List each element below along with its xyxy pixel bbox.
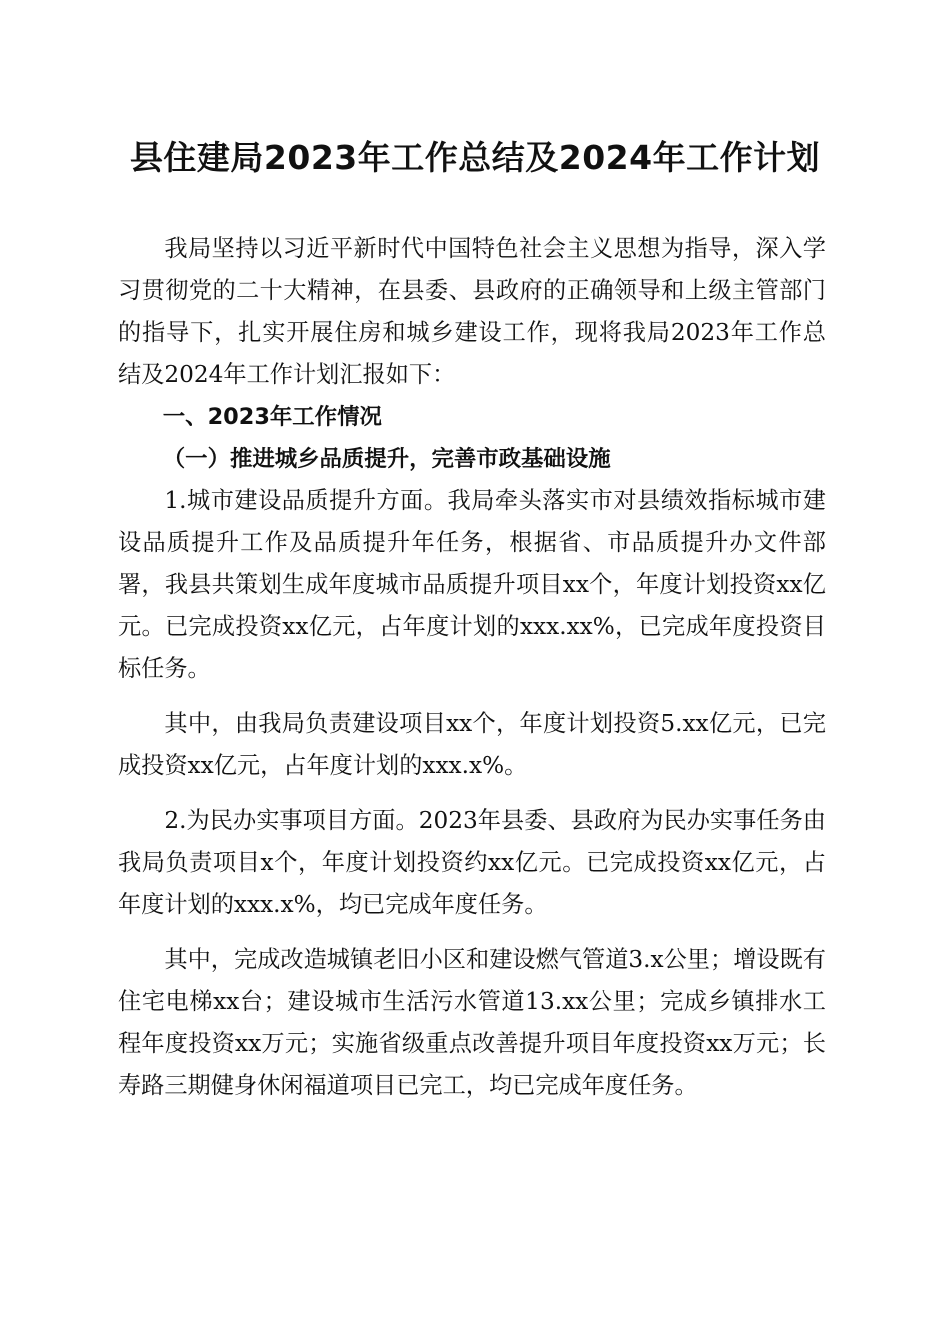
item-1-detail-paragraph: 其中，由我局负责建设项目xx个，年度计划投资5.xx亿元，已完成投资xx亿元，占年度计划的xxx.x%。 [118,710,826,779]
section-heading: 一、2023年工作情况 [162,404,382,430]
intro-paragraph: 我局坚持以习近平新时代中国特色社会主义思想为指导，深入学习贯彻党的二十大精神，在县委、县政府的正确领导和上级主管部门的指导下，扎实开展住房和城乡建设工作，现将我局2023年工作总结及2024年工作计划汇报如下： [118,235,826,388]
document-body [118,228,826,1107]
item-2-detail-paragraph: 其中，完成改造城镇老旧小区和建设燃气管道3.x公里；增设既有住宅电梯xx台；建设城市生活污水管道13.xx公里；完成乡镇排水工程年度投资xx万元；实施省级重点改善提升项目年度投资xx万元；长寿路三期健身休闲福道项目已完工，均已完成年度任务。 [118,946,826,1099]
document-title: 县住建局2023年工作总结及2024年工作计划 [129,138,821,177]
subsection-heading: （一）推进城乡品质提升，完善市政基础设施 [162,446,611,472]
item-2-paragraph: 2.为民办实事项目方面。2023年县委、县政府为民办实事任务由我局负责项目x个，年度计划投资约xx亿元。已完成投资xx亿元，占年度计划的xxx.x%，均已完成年度任务。 [118,807,826,918]
item-1-paragraph: 1.城市建设品质提升方面。我局牵头落实市对县绩效指标城市建设品质提升工作及品质提升年任务，根据省、市品质提升办文件部署，我县共策划生成年度城市品质提升项目xx个，年度计划投资xx亿元。已完成投资xx亿元，占年度计划的xxx.xx%，已完成年度投资目标任务。 [118,487,826,682]
